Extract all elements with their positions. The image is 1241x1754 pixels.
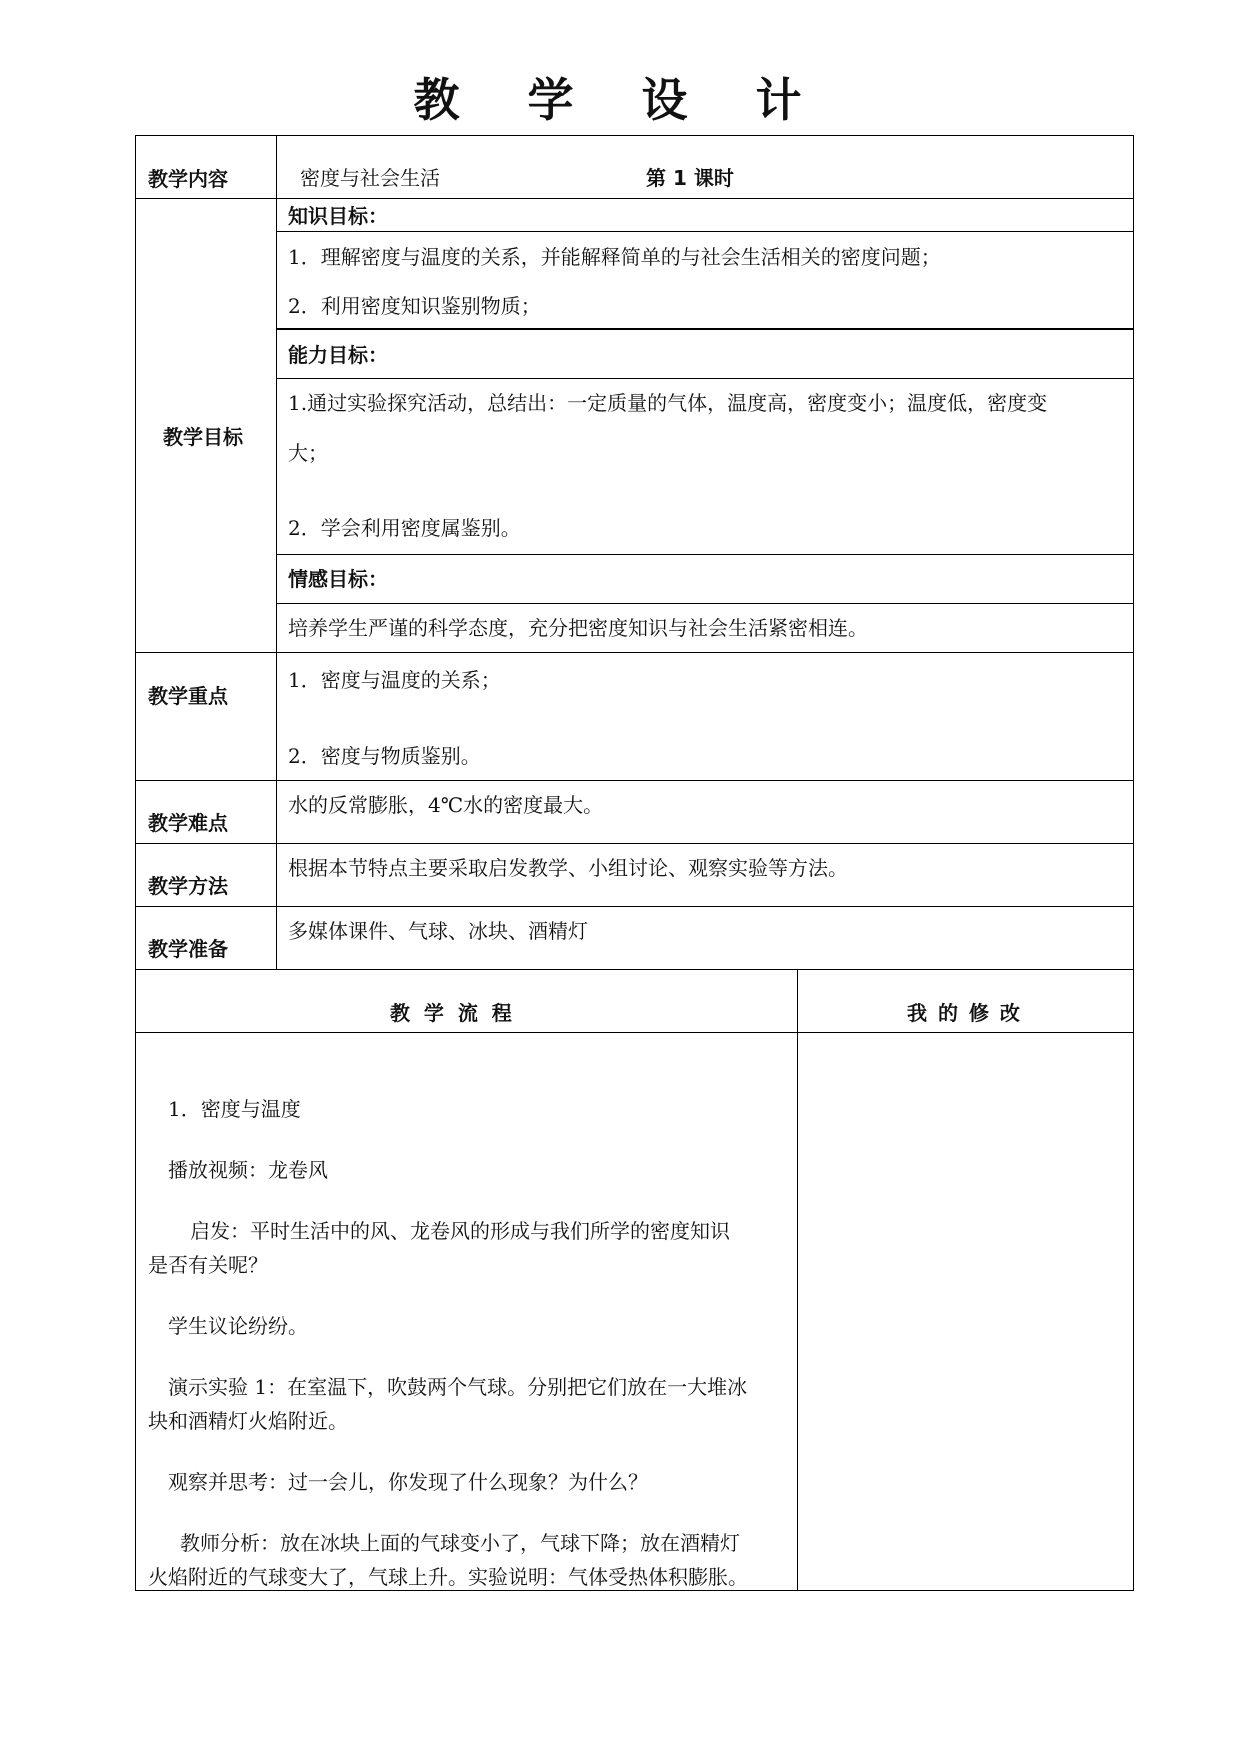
- content-label: 教学内容: [148, 167, 228, 191]
- notes-heading: 我 的 修 改: [907, 1001, 1022, 1025]
- notes-area: [798, 1033, 1132, 1590]
- ability-heading: 能力目标：: [288, 343, 388, 367]
- method-value: 根据本节特点主要采取启发教学、小组讨论、观察实验等方法。: [288, 856, 848, 880]
- ability-item-2: 2．学会利用密度属鉴别。: [288, 516, 521, 540]
- goals-label: 教学目标: [163, 425, 243, 449]
- flow-paragraph: 教师分析：放在冰块上面的气球变小了，气球下降；放在酒精灯: [180, 1531, 740, 1555]
- content-value: 密度与社会生活: [300, 166, 440, 190]
- method-label: 教学方法: [148, 874, 228, 898]
- prep-value: 多媒体课件、气球、冰块、酒精灯: [288, 919, 588, 943]
- ability-item-1-line-2: 大；: [288, 441, 328, 465]
- lesson-number: 第 1 课时: [646, 166, 734, 190]
- key-label: 教学重点: [148, 684, 228, 708]
- flow-paragraph: 演示实验 1：在室温下，吹鼓两个气球。分别把它们放在一大堆冰: [168, 1375, 748, 1399]
- key-item-1: 1．密度与温度的关系；: [288, 668, 501, 692]
- flow-paragraph: 观察并思考：过一会儿，你发现了什么现象？为什么？: [168, 1470, 648, 1494]
- flow-heading: 教 学 流 程: [390, 1001, 512, 1025]
- knowledge-heading: 知识目标：: [288, 204, 388, 228]
- prep-label: 教学准备: [148, 937, 228, 961]
- flow-paragraph: 火焰附近的气球变大了，气球上升。实验说明：气体受热体积膨胀。: [148, 1565, 748, 1589]
- knowledge-item-2: 2．利用密度知识鉴别物质；: [288, 294, 541, 318]
- flow-paragraph: 播放视频：龙卷风: [168, 1158, 328, 1182]
- emotion-item: 培养学生严谨的科学态度，充分把密度知识与社会生活紧密相连。: [288, 616, 868, 640]
- flow-paragraph: 启发：平时生活中的风、龙卷风的形成与我们所学的密度知识: [190, 1219, 730, 1243]
- flow-paragraph: 块和酒精灯火焰附近。: [148, 1409, 348, 1433]
- flow-paragraph: 1．密度与温度: [168, 1097, 301, 1121]
- emotion-heading: 情感目标：: [288, 567, 388, 591]
- ability-item-1-line-1: 1.通过实验探究活动，总结出：一定质量的气体，温度高，密度变小；温度低，密度变: [288, 391, 1048, 415]
- page-title: 教 学 设 计: [413, 73, 828, 127]
- flow-paragraph: 学生议论纷纷。: [168, 1314, 308, 1338]
- difficulty-value: 水的反常膨胀，4℃水的密度最大。: [288, 793, 604, 817]
- key-item-2: 2．密度与物质鉴别。: [288, 744, 481, 768]
- difficulty-label: 教学难点: [148, 811, 228, 835]
- knowledge-item-1: 1．理解密度与温度的关系，并能解释简单的与社会生活相关的密度问题；: [288, 245, 941, 269]
- flow-paragraph: 是否有关呢？: [148, 1253, 268, 1277]
